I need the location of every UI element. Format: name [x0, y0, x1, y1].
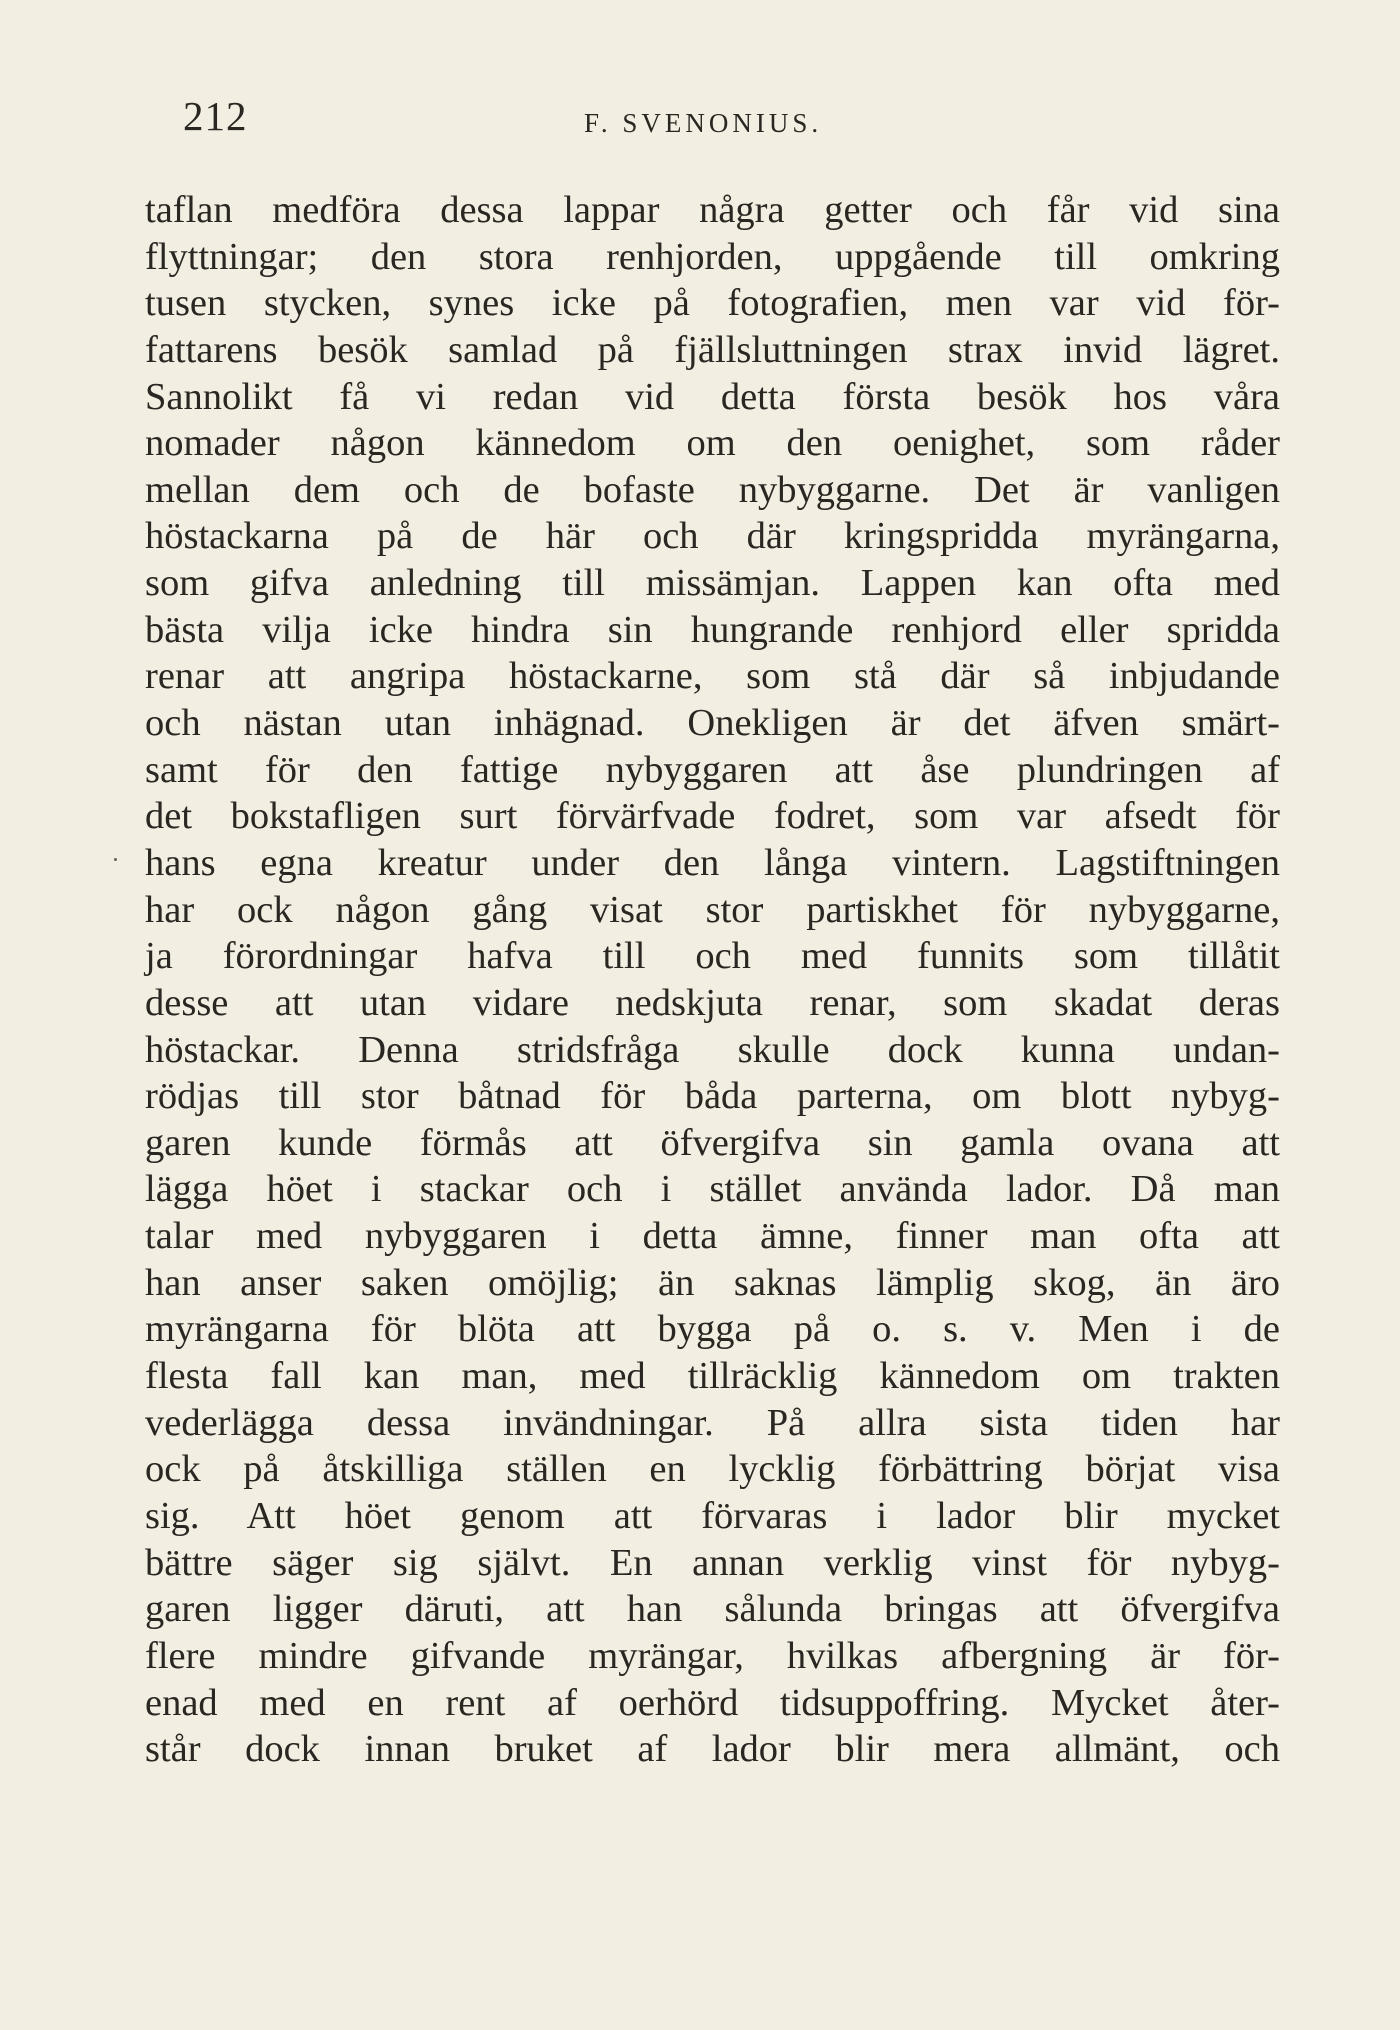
- text-line: och nästan utan inhägnad. Onekligen är det äfven smärt-: [145, 702, 1280, 745]
- text-line: ock på åtskilliga ställen en lycklig förbättring börjat visa: [145, 1448, 1280, 1491]
- text-line: enad med en rent af oerhörd tidsuppoffring. Mycket åter-: [145, 1681, 1280, 1724]
- text-line: flesta fall kan man, med tillräcklig kännedom om trakten: [145, 1355, 1280, 1398]
- paper-speck: [114, 858, 117, 861]
- text-line: bästa vilja icke hindra sin hungrande renhjord eller spridda: [145, 608, 1280, 651]
- text-line: mellan dem och de bofaste nybyggarne. Det är vanligen: [145, 468, 1280, 511]
- text-line: han anser saken omöjlig; än saknas lämplig skog, än äro: [145, 1261, 1280, 1304]
- text-line: myrängarna för blöta att bygga på o. s. v. Men i de: [145, 1308, 1280, 1351]
- text-line: som gifva anledning till missämjan. Lappen kan ofta med: [145, 562, 1280, 605]
- text-line: Sannolikt få vi redan vid detta första besök hos våra: [145, 375, 1280, 418]
- text-line: taflan medföra dessa lappar några getter och får vid sina: [145, 189, 1280, 231]
- text-line: det bokstafligen surt förvärfvade fodret, som var afsedt för: [145, 795, 1280, 838]
- text-line: garen kunde förmås att öfvergifva sin gamla ovana att: [145, 1121, 1280, 1164]
- text-line: vederlägga dessa invändningar. På allra sista tiden har: [145, 1401, 1280, 1444]
- text-line: renar att angripa höstackarne, som stå där så inbjudande: [145, 655, 1280, 698]
- text-line: samt för den fattige nybyggaren att åse plundringen af: [145, 748, 1280, 791]
- text-line: garen ligger däruti, att han sålunda bringas att öfvergifva: [145, 1588, 1280, 1631]
- page-number: 212: [183, 93, 248, 139]
- text-line: rödjas till stor båtnad för båda parterna, om blott nybyg-: [145, 1075, 1280, 1118]
- text-line: höstackarna på de här och där kringspridda myrängarna,: [145, 515, 1280, 558]
- page-header: [0, 0, 1400, 170]
- text-line: desse att utan vidare nedskjuta renar, som skadat deras: [145, 981, 1280, 1024]
- text-line: lägga höet i stackar och i stället använda lador. Då man: [145, 1168, 1280, 1211]
- text-line: fattarens besök samlad på fjällsluttningen strax invid lägret.: [145, 328, 1280, 371]
- running-head: F. SVENONIUS.: [584, 108, 823, 138]
- text-line: flyttningar; den stora renhjorden, uppgående till omkring: [145, 235, 1280, 278]
- text-line: flere mindre gifvande myrängar, hvilkas afbergning är för-: [145, 1634, 1280, 1677]
- body-text: [145, 187, 1280, 1773]
- text-line: sig. Att höet genom att förvaras i lador blir mycket: [145, 1494, 1280, 1537]
- text-line: tusen stycken, synes icke på fotografien, men var vid för-: [145, 282, 1280, 325]
- text-line: har ock någon gång visat stor partiskhet för nybyggarne,: [145, 888, 1280, 931]
- text-line: bättre säger sig självt. En annan verklig vinst för nybyg-: [145, 1541, 1280, 1584]
- text-line: står dock innan bruket af lador blir mera allmänt, och: [145, 1728, 1280, 1771]
- text-line: höstackar. Denna stridsfråga skulle dock kunna undan-: [145, 1028, 1280, 1071]
- text-line: talar med nybyggaren i detta ämne, finner man ofta att: [145, 1215, 1280, 1258]
- text-line: hans egna kreatur under den långa vintern. Lagstiftningen: [145, 841, 1280, 884]
- text-line: ja förordningar hafva till och med funnits som tillåtit: [145, 935, 1280, 978]
- text-line: nomader någon kännedom om den oenighet, som råder: [145, 422, 1280, 465]
